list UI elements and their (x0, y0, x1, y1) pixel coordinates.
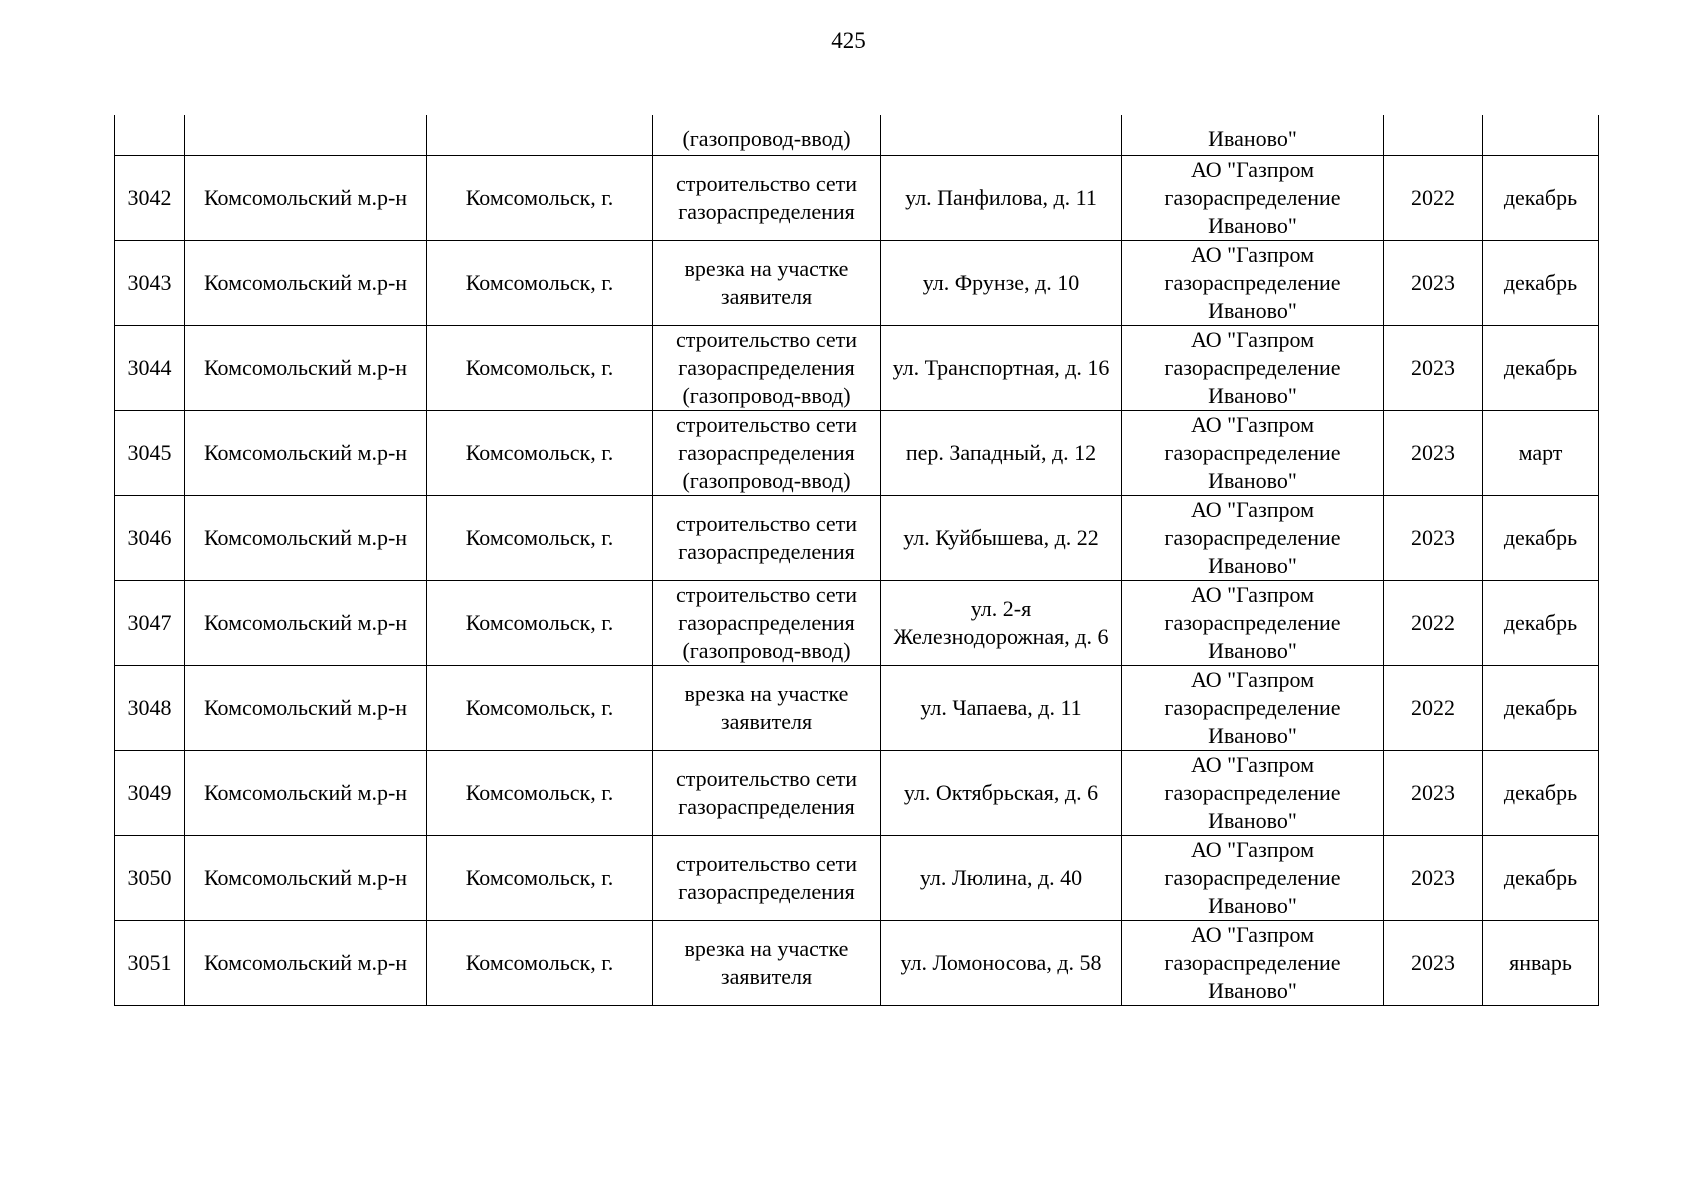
cell-locality: Комсомольск, г. (427, 496, 653, 581)
cell-organization: АО "Газпром газораспределение Иваново" (1122, 496, 1384, 581)
cell-num: 3043 (115, 241, 185, 326)
cell-year: 2022 (1384, 156, 1483, 241)
cell-num: 3047 (115, 581, 185, 666)
cell-locality: Комсомольск, г. (427, 326, 653, 411)
cell-year: 2023 (1384, 241, 1483, 326)
cell-year: 2022 (1384, 581, 1483, 666)
table-row (115, 581, 1599, 666)
cell-year (1384, 115, 1483, 156)
table-row (115, 666, 1599, 751)
cell-district: Комсомольский м.р-н (185, 751, 427, 836)
cell-month: январь (1483, 921, 1599, 1006)
cell-month: декабрь (1483, 836, 1599, 921)
cell-month: декабрь (1483, 496, 1599, 581)
cell-organization: АО "Газпром газораспределение Иваново" (1122, 581, 1384, 666)
cell-num: 3045 (115, 411, 185, 496)
cell-organization: АО "Газпром газораспределение Иваново" (1122, 836, 1384, 921)
table-row (115, 751, 1599, 836)
cell-num (115, 115, 185, 156)
cell-address: ул. Куйбышева, д. 22 (881, 496, 1122, 581)
cell-district: Комсомольский м.р-н (185, 666, 427, 751)
cell-locality: Комсомольск, г. (427, 751, 653, 836)
cell-locality: Комсомольск, г. (427, 581, 653, 666)
cell-work-type: врезка на участке заявителя (653, 921, 881, 1006)
cell-locality: Комсомольск, г. (427, 666, 653, 751)
cell-address (881, 115, 1122, 156)
cell-address: ул. Транспортная, д. 16 (881, 326, 1122, 411)
cell-num: 3049 (115, 751, 185, 836)
cell-organization: АО "Газпром газораспределение Иваново" (1122, 666, 1384, 751)
cell-work-type: строительство сети газораспределения (газопровод-ввод) (653, 326, 881, 411)
cell-work-type: строительство сети газораспределения (653, 156, 881, 241)
table-row (115, 836, 1599, 921)
cell-organization: АО "Газпром газораспределение Иваново" (1122, 921, 1384, 1006)
cell-work-type: строительство сети газораспределения (газопровод-ввод) (653, 581, 881, 666)
cell-organization: АО "Газпром газораспределение Иваново" (1122, 241, 1384, 326)
cell-address: ул. Панфилова, д. 11 (881, 156, 1122, 241)
cell-organization: АО "Газпром газораспределение Иваново" (1122, 411, 1384, 496)
cell-work-type: врезка на участке заявителя (653, 241, 881, 326)
cell-month: декабрь (1483, 241, 1599, 326)
cell-district: Комсомольский м.р-н (185, 156, 427, 241)
cell-address: ул. Фрунзе, д. 10 (881, 241, 1122, 326)
page-number: 425 (831, 28, 866, 53)
cell-work-type: (газопровод-ввод) (653, 115, 881, 156)
cell-district: Комсомольский м.р-н (185, 581, 427, 666)
cell-locality (427, 115, 653, 156)
table-body (115, 115, 1599, 1006)
table-row (115, 241, 1599, 326)
cell-month: декабрь (1483, 326, 1599, 411)
cell-year: 2023 (1384, 751, 1483, 836)
cell-organization: Иваново" (1122, 115, 1384, 156)
table-row (115, 326, 1599, 411)
cell-year: 2023 (1384, 326, 1483, 411)
cell-year: 2023 (1384, 836, 1483, 921)
cell-address: ул. Ломоносова, д. 58 (881, 921, 1122, 1006)
cell-num: 3046 (115, 496, 185, 581)
cell-organization: АО "Газпром газораспределение Иваново" (1122, 751, 1384, 836)
cell-month: декабрь (1483, 581, 1599, 666)
cell-locality: Комсомольск, г. (427, 411, 653, 496)
cell-organization: АО "Газпром газораспределение Иваново" (1122, 156, 1384, 241)
cell-num: 3048 (115, 666, 185, 751)
cell-locality: Комсомольск, г. (427, 921, 653, 1006)
cell-locality: Комсомольск, г. (427, 836, 653, 921)
cell-month: декабрь (1483, 751, 1599, 836)
cell-district (185, 115, 427, 156)
cell-num: 3042 (115, 156, 185, 241)
cell-year: 2022 (1384, 666, 1483, 751)
cell-locality: Комсомольск, г. (427, 156, 653, 241)
cell-address: ул. Чапаева, д. 11 (881, 666, 1122, 751)
cell-month (1483, 115, 1599, 156)
cell-district: Комсомольский м.р-н (185, 326, 427, 411)
cell-num: 3044 (115, 326, 185, 411)
cell-address: ул. 2-я Железнодорожная, д. 6 (881, 581, 1122, 666)
gasification-table (114, 115, 1599, 1006)
cell-district: Комсомольский м.р-н (185, 921, 427, 1006)
cell-month: декабрь (1483, 156, 1599, 241)
table-row (115, 496, 1599, 581)
cell-work-type: строительство сети газораспределения (газопровод-ввод) (653, 411, 881, 496)
cell-address: пер. Западный, д. 12 (881, 411, 1122, 496)
table-row (115, 156, 1599, 241)
cell-work-type: строительство сети газораспределения (653, 836, 881, 921)
cell-year: 2023 (1384, 496, 1483, 581)
cell-work-type: врезка на участке заявителя (653, 666, 881, 751)
cell-month: март (1483, 411, 1599, 496)
cell-num: 3051 (115, 921, 185, 1006)
cell-month: декабрь (1483, 666, 1599, 751)
table-row (115, 411, 1599, 496)
cell-address: ул. Октябрьская, д. 6 (881, 751, 1122, 836)
cell-num: 3050 (115, 836, 185, 921)
cell-year: 2023 (1384, 921, 1483, 1006)
cell-work-type: строительство сети газораспределения (653, 751, 881, 836)
continuation-row (115, 115, 1599, 156)
cell-organization: АО "Газпром газораспределение Иваново" (1122, 326, 1384, 411)
cell-work-type: строительство сети газораспределения (653, 496, 881, 581)
cell-district: Комсомольский м.р-н (185, 496, 427, 581)
cell-district: Комсомольский м.р-н (185, 241, 427, 326)
cell-district: Комсомольский м.р-н (185, 411, 427, 496)
table-row (115, 921, 1599, 1006)
cell-address: ул. Люлина, д. 40 (881, 836, 1122, 921)
cell-locality: Комсомольск, г. (427, 241, 653, 326)
cell-district: Комсомольский м.р-н (185, 836, 427, 921)
cell-year: 2023 (1384, 411, 1483, 496)
